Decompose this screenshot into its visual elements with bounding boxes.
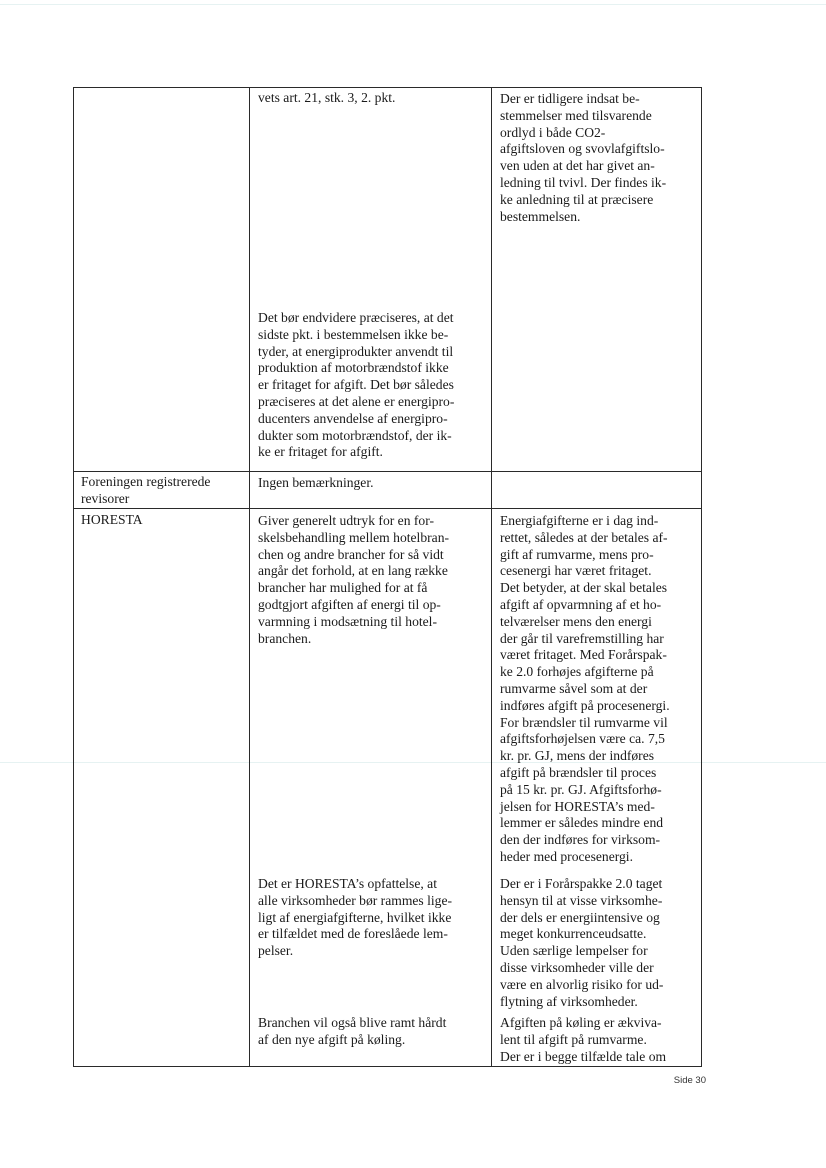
comment-text: Giver generelt udtryk for en for- skelsbehandling mellem hotelbran- chen og andre brancher for så vidt angår det forhold, at en lang række brancher har mulighed for at få godtgjort afgiften af energi til op- varmning i modsætning til hotel- branchen. [258, 513, 450, 646]
comment-text: Branchen vil også blive ramt hårdt af den nye afgift på køling. [258, 1015, 447, 1047]
response-text: Der er tidligere indsat be- stemmelser med tilsvarende ordlyd i både CO2- afgiftsloven og svovlafgiftslo- ven uden at det har givet an- ledning til tvivl. Der findes ik- ke anledning til at præcisere bestemmelsen. [500, 91, 667, 224]
page-number: Side 30 [673, 1075, 706, 1086]
table-row-divider [73, 471, 702, 472]
comment-text: Ingen bemærkninger. [258, 475, 374, 490]
table-divider-col1 [249, 87, 250, 1067]
scan-artifact-line [0, 762, 826, 763]
response-text: Energiafgifterne er i dag ind- rettet, således at der betales af- gift af rumvarme, mens pro- cesenergi har været fritaget. Det betyder, at der skal betales afgift af opvarmning af et ho- telværelser mens den energi der går til varefremstilling har været fritaget. Med Forårspak- ke 2.0 forhøjes afgifterne på rumvarme såvel som at der indføres afgift på procesenergi. For brændsler til rumvarme vil afgiftsforhøjelsen være ca. 7,5 kr. pr. GJ, mens der indføres afgift på brændsler til proces på 15 kr. pr. GJ. Afgiftsforhø- jelsen for HORESTA’s med- lemmer er således mindre end den der indføres for virksom- heder med procesenergi. [500, 513, 670, 864]
comment-text: Det er HORESTA’s opfattelse, at alle virksomheder bør rammes lige- ligt af energiafgifterne, hvilket ikke er tilfældet med de foreslåede lem- pelser. [258, 876, 453, 959]
comment-text: Det bør endvidere præciseres, at det sidste pkt. i bestemmelsen ikke be- tyder, at energiprodukter anvendt til produktion af motorbrændstof ikke er fritaget for afgift. Det bør således præciseres at det alene er energipro- ducenters anvendelse af energipro- dukter som motorbrændstof, der ik- ke er fritaget for afgift. [258, 310, 455, 460]
table-border-left [73, 87, 74, 1067]
table-row-divider [73, 508, 702, 509]
table-divider-col2 [491, 87, 492, 1067]
response-text: Der er i Forårspakke 2.0 taget hensyn til at visse virksomhe- der dels er energiintensive og meget konkurrenceudsatte. Uden særlige lempelser for disse virksomheder ville der være en alvorlig risiko for ud- flytning af virksomheder. [500, 876, 664, 1009]
scan-artifact-line [0, 4, 826, 5]
table-border-bottom [73, 1066, 702, 1067]
respondent-name: Foreningen registrerede revisorer [81, 474, 211, 506]
table-border-top [73, 87, 702, 88]
comment-text: vets art. 21, stk. 3, 2. pkt. [258, 90, 396, 105]
respondent-name: HORESTA [81, 512, 143, 527]
response-text: Afgiften på køling er ækviva- lent til afgift på rumvarme. Der er i begge tilfælde tale om [500, 1015, 667, 1064]
table-border-right [701, 87, 702, 1067]
